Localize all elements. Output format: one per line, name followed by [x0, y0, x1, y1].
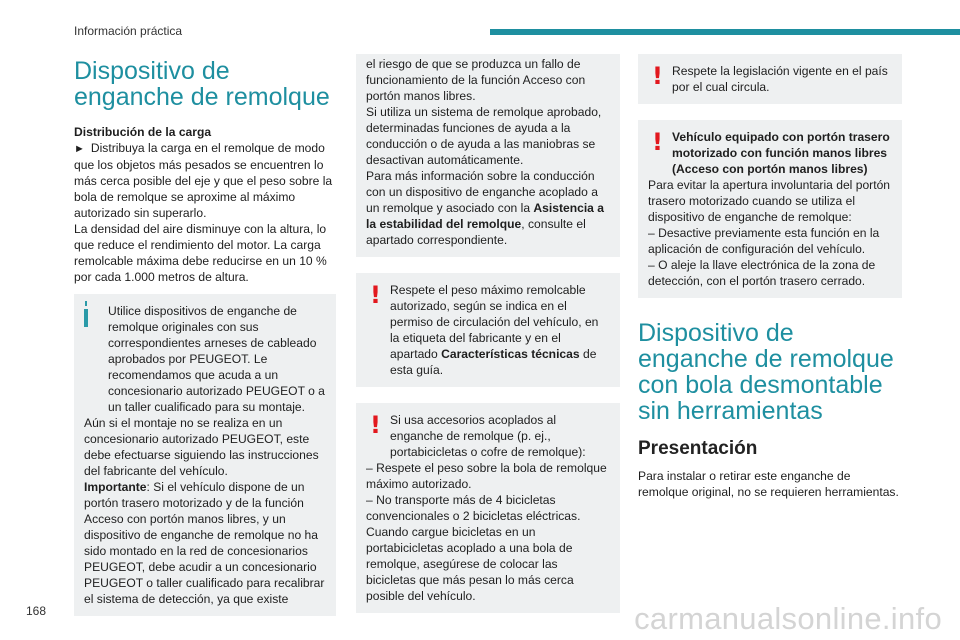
info-icon — [84, 306, 88, 327]
warning-note-max-weight — [356, 273, 620, 387]
info-note — [74, 294, 336, 616]
info-note-text-1: Utilice dispositivos de enganche de remolque originales con sus correspondientes arneses de cableado aprobados por PEUGEOT. Le recomendamos que acuda a un concesionario autorizado PEUGEOT o a un taller cualificado para su montaje. — [108, 304, 325, 414]
warning-note-accessories — [356, 403, 620, 613]
watermark: carmanualsonline.info — [634, 601, 942, 636]
section-title-removable-ball: Dispositivo de enganche de remolque con bola desmontable sin herramientas — [638, 319, 894, 425]
continued-note — [356, 54, 620, 257]
continued-text-3a: Para más información sobre la conducción con un dispositivo de enganche acoplado a un remolque y asociado con la — [366, 169, 598, 215]
warning-tailgate-text-3: – O aleje la llave electrónica de la zona de detección, con el portón trasero cerrado. — [648, 258, 876, 288]
warning-tailgate-heading: Vehículo equipado con portón trasero motorizado con función manos libres (Acceso con portón manos libres) — [672, 130, 890, 176]
continued-text-3 — [366, 168, 610, 248]
load-paragraph: ► Distribuya la carga en el remolque de modo que los objetos más pesados se encuentren lo más cerca posible del eje y que el peso sobre la bola de remolque se aproxime al máximo autorizado sin superarlo. — [74, 140, 336, 221]
info-note-important-label: Importante — [84, 480, 147, 494]
warning-icon: ! — [652, 128, 663, 156]
continued-text-1: el riesgo de que se produzca un fallo de funcionamiento de la función Acceso con portón manos libres. — [366, 57, 586, 103]
trailer-stability-label: Asistencia a la estabilidad del remolque — [366, 201, 604, 231]
section-title: Dispositivo de enganche de remolque — [74, 57, 330, 111]
warning-max-weight-text-b: de esta guía. — [390, 347, 597, 377]
warning-icon: ! — [370, 281, 381, 309]
warning-icon: ! — [370, 411, 381, 439]
warning-accessories-text-2: – Respete el peso sobre la bola de remolque máximo autorizado. — [366, 461, 607, 491]
info-note-text-3 — [84, 479, 326, 607]
altitude-paragraph: La densidad del aire disminuye con la altura, lo que reduce el rendimiento del motor. La carga remolcable máxima debe reducirse en un 10 % por cada 1.000 metros de altura. — [74, 222, 327, 284]
warning-accessories-text-3: – No transporte más de 4 bicicletas convencionales o 2 bicicletas eléctricas. — [366, 493, 581, 523]
warning-tailgate-text-2: – Desactive previamente esta función en la aplicación de configuración del vehículo. — [648, 226, 880, 256]
subheading-load-distribution: Distribución de la carga — [74, 125, 212, 139]
header-accent-bar — [490, 29, 960, 35]
warning-max-weight-text — [366, 282, 610, 378]
column-1 — [74, 54, 336, 616]
continued-text-2: Si utiliza un sistema de remolque aprobado, determinadas funciones de ayuda a la conducción o de ayuda a las maniobras se desactivan automáticamente. — [366, 105, 602, 167]
info-note-important-text: : Si el vehículo dispone de un portón trasero motorizado y de la función Acceso con portón manos libres, y un dispositivo de enganche de remolque no ha sido montado en la red de concesionarios PEUGEOT, debe acudir a un concesionario PEUGEOT o taller cualificado para recalibrar el sistema de detección, ya que existe — [84, 480, 325, 606]
header-section-label: Información práctica — [74, 24, 183, 38]
presentation-heading: Presentación — [638, 438, 758, 459]
warning-icon: ! — [652, 62, 663, 90]
warning-legislation-text: Respete la legislación vigente en el país por el cual circula. — [672, 64, 888, 94]
column-3 — [638, 54, 902, 500]
warning-note-legislation — [638, 54, 902, 104]
page-number: 168 — [26, 604, 47, 618]
info-note-text-2: Aún si el montaje no se realiza en un concesionario autorizado PEUGEOT, este debe efectuarse siguiendo las instrucciones del fabricante del vehículo. — [84, 416, 319, 478]
column-2 — [356, 54, 620, 613]
warning-note-tailgate — [638, 120, 902, 298]
warning-accessories-text-1: Si usa accesorios acoplados al enganche de remolque (p. ej., portabicicletas o cofre de remolque): — [390, 413, 586, 459]
warning-max-weight-text-a: Respete el peso máximo remolcable autorizado, según se indica en el permiso de circulación del vehículo, en la etiqueta del fabricante y en el apartado — [390, 283, 599, 361]
presentation-paragraph: Para instalar o retirar este enganche de remolque original, no se requieren herramientas. — [638, 469, 899, 499]
continued-text-3b: , consulte el apartado correspondiente. — [366, 217, 586, 247]
warning-tailgate-text-1: Para evitar la apertura involuntaria del portón trasero motorizado cuando se utiliza el dispositivo de enganche de remolque: — [648, 178, 891, 224]
warning-accessories-text-4: Cuando cargue bicicletas en un portabicicletas acoplado a una bola de remolque, asegúrese de colocar las bicicletas que más pesan lo más cerca posible del vehículo. — [366, 525, 574, 603]
technical-features-label: Características técnicas — [441, 347, 580, 361]
